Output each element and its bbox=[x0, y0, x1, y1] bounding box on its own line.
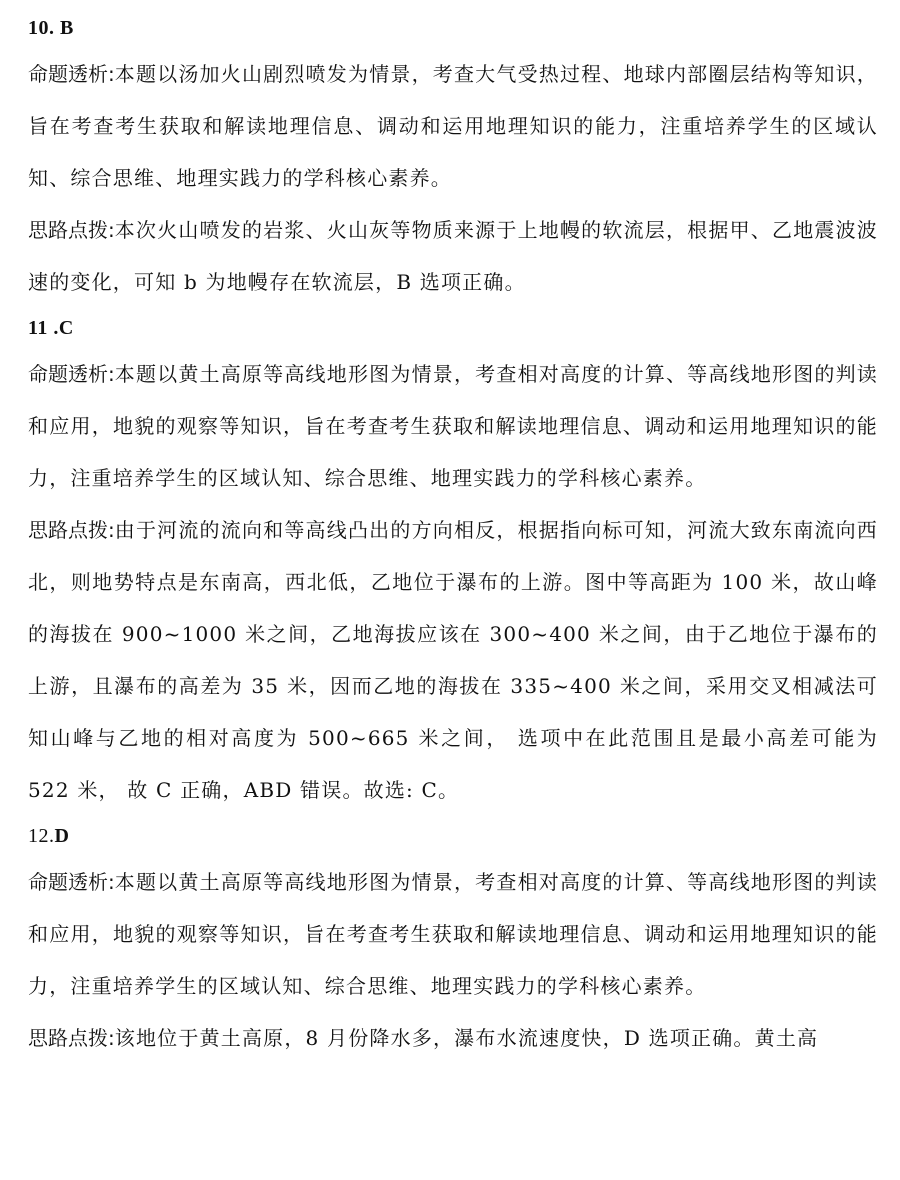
hint-text: 该地位于黄土高原，8 月份降水多，瀑布水流速度快，D 选项正确。黄土高 bbox=[114, 1026, 819, 1050]
question-12-intent bbox=[28, 856, 878, 1012]
question-answer: C bbox=[58, 317, 74, 339]
question-number: 10. bbox=[28, 17, 55, 39]
intent-text: 本题以黄土高原等高线地形图为情景，考查相对高度的计算、等高线地形图的判读和应用，地貌的观察等知识，旨在考查考生获取和解读地理信息、调动和运用地理知识的能力，注重培养学生的区域认知、综合思维、地理实践力的学科核心素养。 bbox=[28, 870, 878, 998]
question-answer: D bbox=[54, 825, 70, 847]
intent-text: 本题以黄土高原等高线地形图为情景，考查相对高度的计算、等高线地形图的判读和应用，地貌的观察等知识，旨在考查考生获取和解读地理信息、调动和运用地理知识的能力，注重培养学生的区域认知、综合思维、地理实践力的学科核心素养。 bbox=[28, 362, 878, 490]
question-number: 12. bbox=[28, 825, 55, 847]
hint-text: 由于河流的流向和等高线凸出的方向相反，根据指向标可知，河流大致东南流向西北，则地势特点是东南高，西北低，乙地位于瀑布的上游。图中等高距为 100 米，故山峰的海拔在 900~1000 米之间，乙地海拔应该在 300~400 米之间，由于乙地位于瀑布的上游，且瀑布的高差为 35 米，因而乙地的海拔在 335~400 米之间，采用交叉相减法可知山峰与乙地的相对高度为 500~665 米之间， 选项中在此范围且是最小高差可能为 522 米， 故 C 正确，ABD 错误。故选: C。 bbox=[28, 518, 878, 802]
question-answer: B bbox=[60, 17, 74, 39]
hint-label: 思路点拨: bbox=[28, 518, 115, 542]
question-11-heading bbox=[28, 308, 878, 348]
question-10-intent bbox=[28, 48, 878, 204]
hint-text: 本次火山喷发的岩浆、火山灰等物质来源于上地幔的软流层，根据甲、乙地震波波速的变化，可知 b 为地幔存在软流层，B 选项正确。 bbox=[28, 218, 878, 294]
intent-text: 本题以汤加火山剧烈喷发为情景，考查大气受热过程、地球内部圈层结构等知识，旨在考查考生获取和解读地理信息、调动和运用地理知识的能力，注重培养学生的区域认知、综合思维、地理实践力的学科核心素养。 bbox=[28, 62, 878, 190]
question-12-heading bbox=[28, 816, 878, 856]
answer-analysis-page bbox=[28, 8, 878, 1064]
question-10-hint bbox=[28, 204, 878, 308]
hint-label: 思路点拨: bbox=[28, 1026, 115, 1050]
question-11-hint bbox=[28, 504, 878, 816]
question-number: 11 . bbox=[28, 317, 59, 339]
hint-label: 思路点拨: bbox=[28, 218, 115, 242]
question-11-intent bbox=[28, 348, 878, 504]
intent-label: 命题透析: bbox=[28, 870, 115, 894]
intent-label: 命题透析: bbox=[28, 362, 115, 386]
intent-label: 命题透析: bbox=[28, 62, 115, 86]
question-12-hint bbox=[28, 1012, 878, 1064]
question-10-heading bbox=[28, 8, 878, 48]
